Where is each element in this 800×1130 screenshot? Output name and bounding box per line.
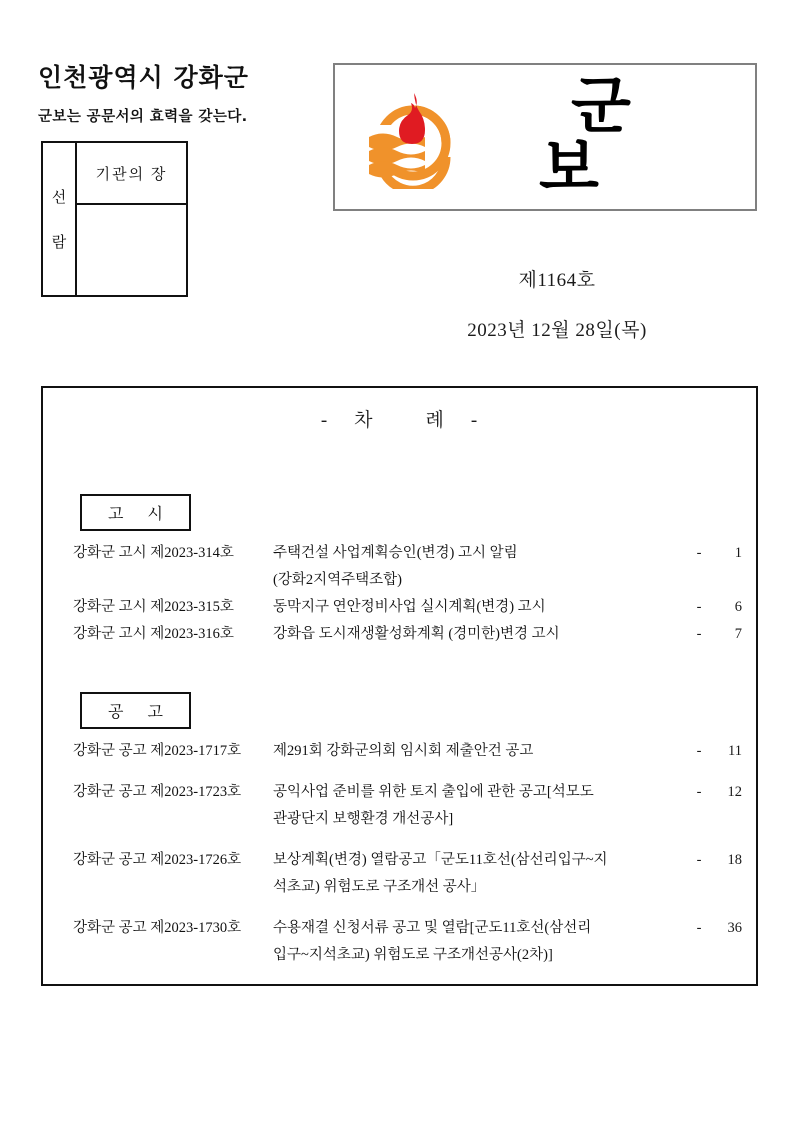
toc-entry-dash: - <box>696 784 702 800</box>
section-label-gosi: 고 시 <box>80 494 191 531</box>
toc-entry[interactable] <box>43 779 756 833</box>
toc-entry-page: 7 <box>734 626 742 642</box>
toc-entry[interactable] <box>43 540 756 594</box>
toc-entry-code: 강화군 공고 제2023-1717호 <box>73 743 242 759</box>
toc-heading-char-1: 차 <box>354 410 374 431</box>
approval-stamp-cells <box>77 143 186 295</box>
masthead <box>38 58 318 126</box>
toc-entry-title-line2: (강화2지역주택조합) <box>273 572 402 588</box>
toc-entry-title-line1: 주택건설 사업계획승인(변경) 고시 알림 <box>273 545 518 561</box>
toc-entry[interactable] <box>43 621 756 648</box>
toc-entry[interactable] <box>43 594 756 621</box>
toc-entry[interactable] <box>43 847 756 901</box>
toc-entry-page: 1 <box>734 545 742 561</box>
approval-stamp-side-label <box>43 143 77 295</box>
toc-section-gonggo <box>43 692 756 969</box>
toc-entry-title-line1: 공익사업 준비를 위한 토지 출입에 관한 공고[석모도 <box>273 784 594 800</box>
toc-entry-dash: - <box>696 545 702 561</box>
toc-entry-title: 제291회 강화군의회 임시회 제출안건 공고 <box>273 743 534 759</box>
toc-entry-title <box>273 915 686 969</box>
toc-entry-page: 36 <box>727 920 742 936</box>
toc-section-gosi <box>43 494 756 648</box>
toc-entry-code: 강화군 고시 제2023-316호 <box>73 626 234 642</box>
toc-entry-dash: - <box>696 920 702 936</box>
issue-date: 2023년 12월 28일(목) <box>467 320 647 341</box>
toc-heading-char-2: 례 <box>425 410 445 431</box>
toc-entry-dash: - <box>696 852 702 868</box>
banner-title-char-1: 군 <box>571 69 695 142</box>
ganghwa-county-emblem-icon <box>361 85 457 189</box>
approval-stamp-label-char-2: 람 <box>51 235 67 251</box>
toc-entry-dash: - <box>696 599 702 615</box>
toc-entry-page: 12 <box>727 784 742 800</box>
toc-entry-list-gonggo <box>43 738 756 969</box>
toc-entry-code: 강화군 공고 제2023-1726호 <box>73 852 242 868</box>
toc-entry-page: 11 <box>728 743 742 759</box>
toc-entry-title <box>273 847 686 901</box>
toc-entry-list-gosi <box>43 540 756 648</box>
toc-entry[interactable] <box>43 738 756 765</box>
toc-entry-code: 강화군 고시 제2023-315호 <box>73 599 234 615</box>
toc-entry-title-line2: 관광단지 보행환경 개선공사] <box>273 811 454 827</box>
toc-entry-page: 6 <box>734 599 742 615</box>
toc-heading-suffix: - <box>470 410 479 431</box>
toc-entry-title <box>273 540 686 594</box>
toc-entry[interactable] <box>43 915 756 969</box>
banner-title-char-2: 보 <box>539 131 663 204</box>
approval-stamp-box <box>41 141 188 297</box>
toc-entry-dash: - <box>696 626 702 642</box>
issue-number: 제1164호 <box>518 270 596 291</box>
approval-stamp-head-label: 기관의 장 <box>77 143 186 205</box>
toc-entry-title-line1: 수용재결 신청서류 공고 및 열람[군도11호선(삼선리 <box>273 920 592 936</box>
toc-entry-page: 18 <box>727 852 742 868</box>
toc-entry-title-line2: 입구~지석초교) 위험도로 구조개선공사(2차)] <box>273 947 553 963</box>
table-of-contents <box>41 386 758 986</box>
gazette-banner <box>333 63 757 211</box>
toc-entry-title: 동막지구 연안정비사업 실시계획(변경) 고시 <box>273 599 546 615</box>
toc-entry-code: 강화군 공고 제2023-1723호 <box>73 784 242 800</box>
toc-entry-code: 강화군 공고 제2023-1730호 <box>73 920 242 936</box>
approval-stamp-signature-area <box>77 205 186 295</box>
toc-heading <box>43 405 756 432</box>
toc-entry-title: 강화읍 도시재생활성화계획 (경미한)변경 고시 <box>273 626 560 642</box>
toc-entry-title-line1: 보상계획(변경) 열람공고「군도11호선(삼선리입구~지 <box>273 852 608 868</box>
toc-entry-title <box>273 779 686 833</box>
toc-entry-dash: - <box>696 743 702 759</box>
section-label-gonggo: 공 고 <box>80 692 191 729</box>
page-title: 인천광역시 강화군 <box>38 63 249 92</box>
banner-title <box>457 69 755 204</box>
toc-entry-title-line2: 석초교) 위험도로 구조개선 공사」 <box>273 879 486 895</box>
toc-heading-prefix: - <box>320 410 329 431</box>
masthead-subtitle: 군보는 공문서의 효력을 갖는다. <box>38 109 248 125</box>
toc-entry-code: 강화군 고시 제2023-314호 <box>73 545 234 561</box>
approval-stamp-label-char-1: 선 <box>51 190 67 206</box>
